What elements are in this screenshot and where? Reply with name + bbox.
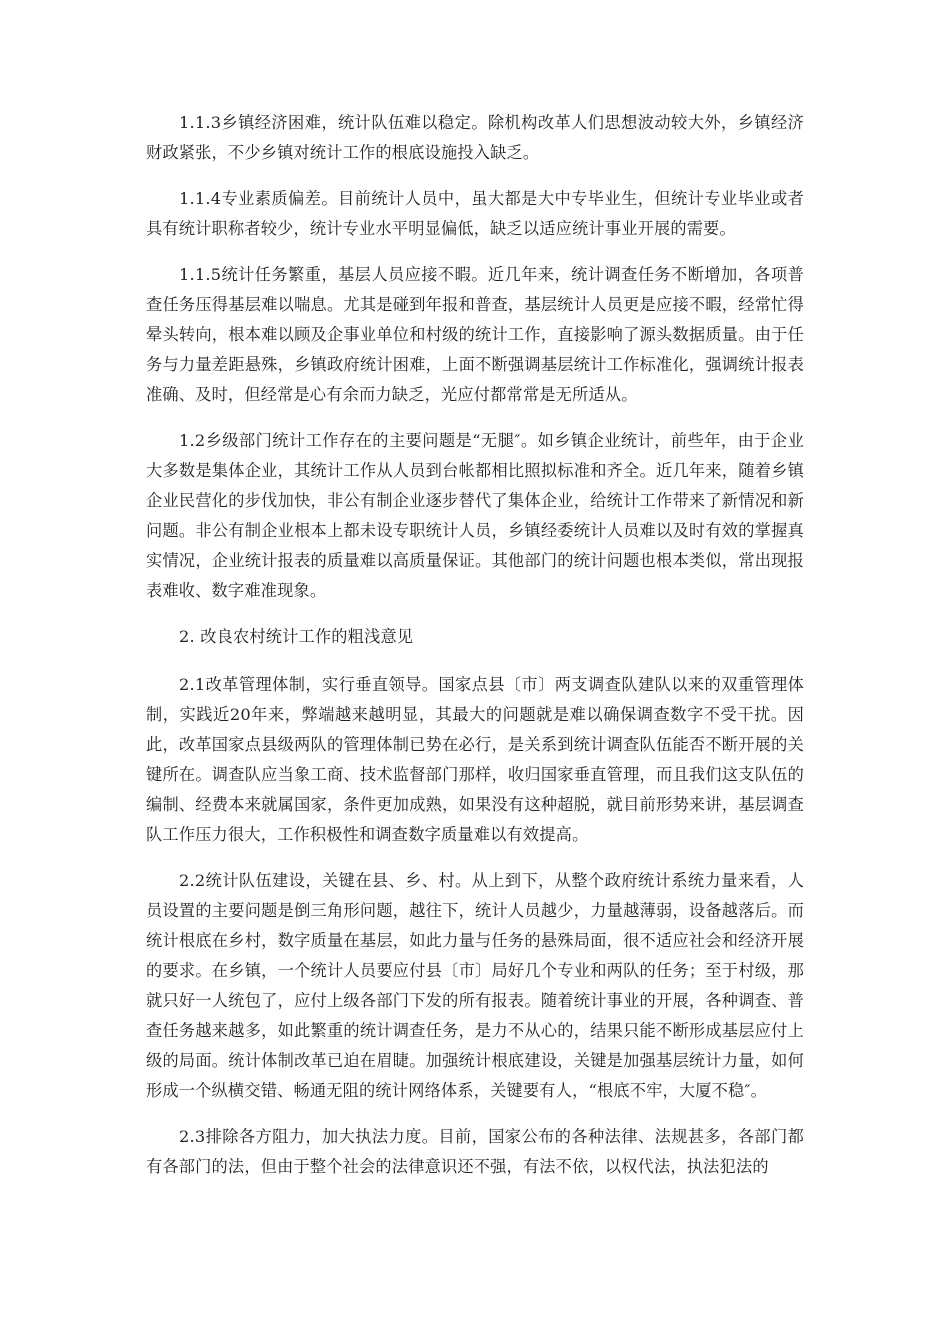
paragraph-2-2: 2.2统计队伍建设，关键在县、乡、村。从上到下，从整个政府统计系统力量来看，人员设置的主要问题是倒三角形问题，越往下，统计人员越少，力量越薄弱，设备越落后。而统计根底在乡村，数字质量在基层，如此力量与任务的悬殊局面，很不适应社会和经济开展的要求。在乡镇，一个统计人员要应付县〔市〕局好几个专业和两队的任务；至于村级，那就只好一人统包了，应付上级各部门下发的所有报表。随着统计事业的开展，各种调查、普查任务越来越多，如此繁重的统计调查任务，是力不从心的，结果只能不断形成基层应付上级的局面。统计体制改革已迫在眉睫。加强统计根底建设，关键是加强基层统计力量，如何形成一个纵横交错、畅通无阻的统计网络体系，关键要有人，“根底不牢，大厦不稳″。 <box>146 871 804 1100</box>
paragraph-1-1-4: 1.1.4专业素质偏差。目前统计人员中，虽大都是大中专毕业生，但统计专业毕业或者具有统计职称者较少，统计专业水平明显偏低，缺乏以适应统计事业开展的需要。 <box>146 189 804 238</box>
document-body <box>146 108 804 1198</box>
paragraph-1-2: 1.2乡级部门统计工作存在的主要问题是“无腿″。如乡镇企业统计，前些年，由于企业大多数是集体企业，其统计工作从人员到台帐都相比照拟标准和齐全。近几年来，随着乡镇企业民营化的步伐加快，非公有制企业逐步替代了集体企业，给统计工作带来了新情况和新问题。非公有制企业根本上都未设专职统计人员，乡镇经委统计人员难以及时有效的掌握真实情况，企业统计报表的质量难以高质量保证。其他部门的统计问题也根本类似，常出现报表难收、数字难准现象。 <box>146 431 804 600</box>
paragraph-2-1: 2.1改革管理体制，实行垂直领导。国家点县〔市〕两支调查队建队以来的双重管理体制，实践近20年来，弊端越来越明显，其最大的问题就是难以确保调查数字不受干扰。因此，改革国家点县级两队的管理体制已势在必行，是关系到统计调查队伍能否不断开展的关键所在。调查队应当象工商、技术监督部门那样，收归国家垂直管理，而且我们这支队伍的编制、经费本来就属国家，条件更加成熟，如果没有这种超脱，就目前形势来讲，基层调查队工作压力很大，工作积极性和调查数字质量难以有效提高。 <box>146 675 804 844</box>
paragraph-2-3: 2.3排除各方阻力，加大执法力度。目前，国家公布的各种法律、法规甚多，各部门都有各部门的法，但由于整个社会的法律意识还不强，有法不依，以权代法，执法犯法的 <box>146 1127 804 1176</box>
section-heading-2: 2. 改良农村统计工作的粗浅意见 <box>179 627 414 646</box>
paragraph-1-1-3: 1.1.3乡镇经济困难，统计队伍难以稳定。除机构改革人们思想波动较大外，乡镇经济财政紧张，不少乡镇对统计工作的根底设施投入缺乏。 <box>146 113 804 162</box>
paragraph-1-1-5: 1.1.5统计任务繁重，基层人员应接不暇。近几年来，统计调查任务不断增加，各项普查任务压得基层难以喘息。尤其是碰到年报和普查，基层统计人员更是应接不暇，经常忙得晕头转向，根本难以顾及企事业单位和村级的统计工作，直接影响了源头数据质量。由于任务与力量差距悬殊，乡镇政府统计困难，上面不断强调基层统计工作标准化，强调统计报表准确、及时，但经常是心有余而力缺乏，光应付都常常是无所适从。 <box>146 265 804 404</box>
